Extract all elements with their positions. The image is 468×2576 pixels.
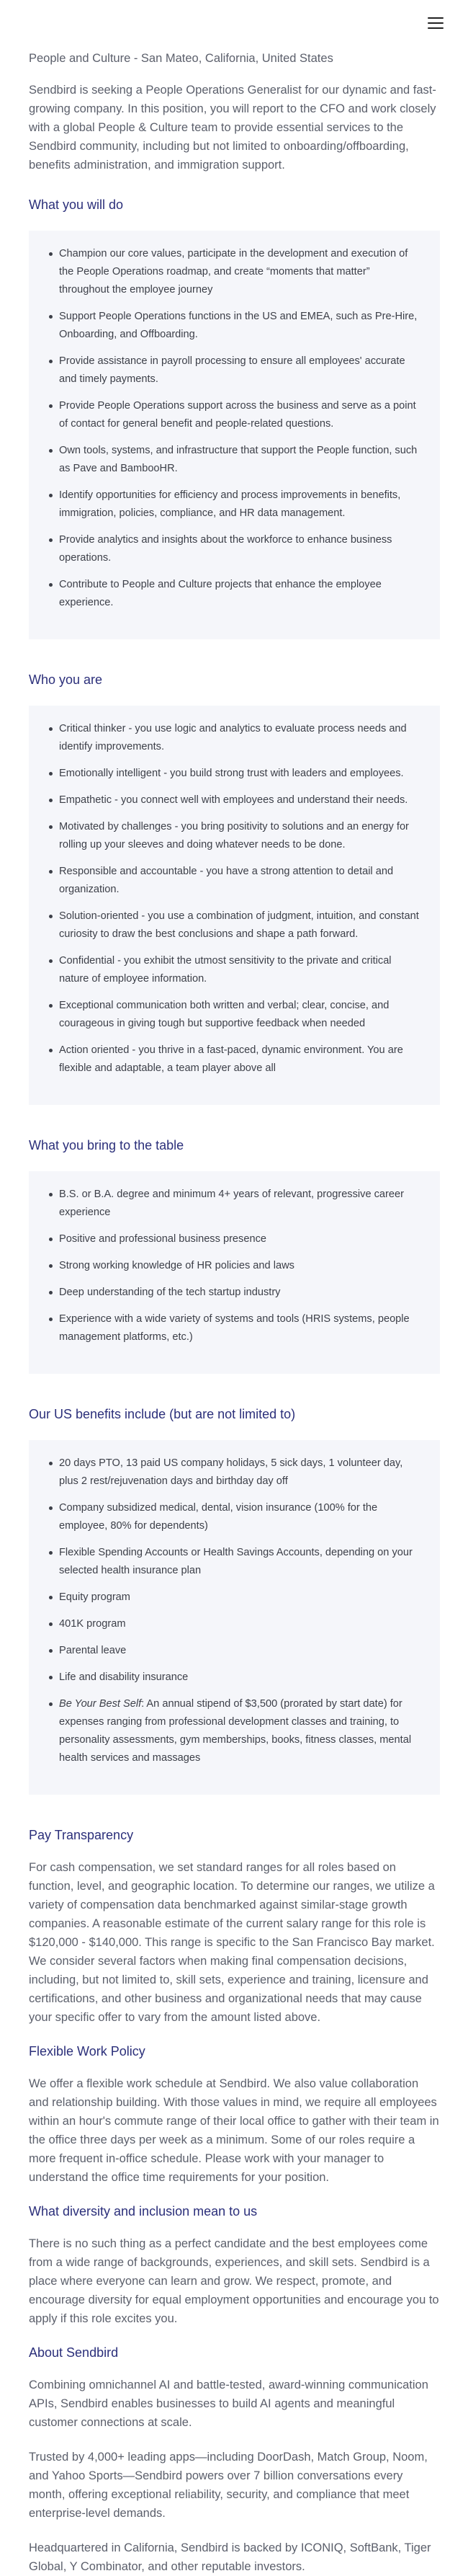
list-item: Flexible Spending Accounts or Health Savings Accounts, depending on your selected health insurance plan (49, 1544, 420, 1580)
list-item: 401K program (49, 1615, 420, 1633)
list-item: Experience with a wide variety of systems and tools (HRIS systems, people management platforms, etc.) (49, 1310, 420, 1346)
list-item: Deep understanding of the tech startup industry (49, 1284, 420, 1302)
about-paragraph: Combining omnichannel AI and battle-tested, award-winning communication APIs, Sendbird enables businesses to build AI agents and meaningful customer connections at scale. (29, 2379, 428, 2429)
section-title-who-you-are: Who you are (29, 672, 103, 687)
list-item: Motivated by challenges - you bring positivity to solutions and an energy for rolling up your sleeves and doing whatever needs to be done. (49, 818, 420, 854)
list-item: Positive and professional business presence (49, 1230, 420, 1248)
section-title-diversity: What diversity and inclusion mean to us (29, 2204, 258, 2219)
section-title-flexible-work: Flexible Work Policy (29, 2044, 145, 2058)
section-title-what-you-will-do: What you will do (29, 197, 124, 212)
list-item: Support People Operations functions in the US and EMEA, such as Pre-Hire, Onboarding, and Offboarding. (49, 308, 420, 344)
list-item: Strong working knowledge of HR policies and laws (49, 1257, 420, 1275)
pay-transparency-text: For cash compensation, we set standard ranges for all roles based on function, level, and geographic location. To determine our ranges, we utilize a variety of compensation data benchmarked against similar-stage growth companies. A reasonable estimate of the current salary range for this role is $120,000 - $140,000. This range is specific to the San Francisco Bay market. We consider several factors when making final compensation decisions, including, but not limited to, skill sets, experience and training, licensure and certifications, and other business and organizational needs that may cause your specific offer to vary from the amount listed above. (29, 1861, 435, 2024)
list-item: Emotionally intelligent - you build strong trust with leaders and employees. (49, 765, 420, 783)
list-item: Identify opportunities for efficiency and process improvements in benefits, immigration, policies, compliance, and HR data management. (49, 487, 420, 523)
hamburger-menu-icon[interactable] (428, 17, 444, 29)
list-item: Parental leave (49, 1642, 420, 1660)
list-item: Confidential - you exhibit the utmost sensitivity to the private and critical nature of employee information. (49, 952, 420, 988)
job-description (0, 50, 468, 2576)
menu-line (428, 22, 444, 24)
what-you-will-do-card (29, 231, 440, 639)
about-paragraph: Headquartered in California, Sendbird is backed by ICONIQ, SoftBank, Tiger Global, Y Combinator, and other reputable investors. (29, 2541, 431, 2573)
responsibilities-list (49, 245, 420, 612)
section-title-benefits: Our US benefits include (but are not limited to) (29, 1407, 296, 1421)
list-item (49, 1695, 420, 1767)
requirements-list (49, 1186, 420, 1346)
list-item: Responsible and accountable - you have a strong attention to detail and organization. (49, 863, 420, 899)
section-title-what-you-bring: What you bring to the table (29, 1138, 184, 1152)
list-item: B.S. or B.A. degree and minimum 4+ years of relevant, progressive career experience (49, 1186, 420, 1222)
list-item: Critical thinker - you use logic and analytics to evaluate process needs and identify improvements. (49, 720, 420, 756)
list-item: Solution-oriented - you use a combination of judgment, intuition, and constant curiosity to draw the best conclusions and shape a path forward. (49, 907, 420, 943)
benefits-card (29, 1440, 440, 1795)
job-intro: Sendbird is seeking a People Operations Generalist for our dynamic and fast-growing company. In this position, you will report to the CFO and work closely with a global People & Culture team to provide essential services to the Sendbird community, including but not limited to onboarding/offboarding, benefits administration, and immigration support. (29, 84, 436, 172)
menu-line (428, 17, 444, 19)
list-item: Provide assistance in payroll processing to ensure all employees' accurate and timely payments. (49, 352, 420, 388)
list-item: Equity program (49, 1589, 420, 1607)
list-item: Company subsidized medical, dental, vision insurance (100% for the employee, 80% for dependents) (49, 1499, 420, 1535)
list-item: Champion our core values, participate in the development and execution of the People Operations roadmap, and create “moments that matter” throughout the employee journey (49, 245, 420, 299)
diversity-text: There is no such thing as a perfect candidate and the best employees come from a wide range of backgrounds, experiences, and skill sets. Sendbird is a place where everyone can learn and grow. We respect, promote, and encourage diversity for equal employment opportunities and encourage you to apply if this role excites you. (29, 2237, 439, 2325)
who-you-are-card (29, 706, 440, 1105)
benefit-emphasis: Be Your Best Self (59, 1698, 142, 1710)
list-item: Empathetic - you connect well with employees and understand their needs. (49, 791, 420, 809)
list-item: Provide People Operations support across the business and serve as a point of contact for general benefit and people-related questions. (49, 397, 420, 433)
flexible-work-text: We offer a flexible work schedule at Sendbird. We also value collaboration and relationship building. With those values in mind, we require all employees within an hour's commute range of their local office to gather with their team in the office three days per week as a minimum. Some of our roles require a more frequent in-office schedule. Please work with your manager to understand the office time requirements for your position. (29, 2077, 439, 2184)
list-item: Exceptional communication both written and verbal; clear, concise, and courageous in giving tough but supportive feedback when needed (49, 997, 420, 1033)
list-item: Contribute to People and Culture projects that enhance the employee experience. (49, 576, 420, 612)
about-paragraph: Trusted by 4,000+ leading apps—including DoorDash, Match Group, Noom, and Yahoo Sports—Sendbird powers over 7 billion conversations every month, offering exceptional reliability, security, and compliance that meet enterprise-level demands. (29, 2451, 428, 2520)
list-item: Action oriented - you thrive in a fast-paced, dynamic environment. You are flexible and adaptable, a team player above all (49, 1041, 420, 1078)
section-title-pay-transparency: Pay Transparency (29, 1828, 134, 1842)
what-you-bring-card (29, 1171, 440, 1374)
benefit-description: : An annual stipend of $3,500 (prorated by start date) for expenses ranging from professional development classes and training, to personality assessments, gym memberships, books, fitness classes, mental health services and massages (59, 1698, 412, 1764)
benefits-list (49, 1454, 420, 1767)
section-title-about: About Sendbird (29, 2345, 119, 2360)
list-item: Provide analytics and insights about the workforce to enhance business operations. (49, 531, 420, 567)
top-bar (0, 0, 468, 50)
job-location: People and Culture - San Mateo, California, United States (29, 52, 333, 65)
menu-line (428, 27, 444, 29)
list-item: Life and disability insurance (49, 1669, 420, 1687)
traits-list (49, 720, 420, 1078)
list-item: 20 days PTO, 13 paid US company holidays, 5 sick days, 1 volunteer day, plus 2 rest/rejuvenation days and birthday day off (49, 1454, 420, 1491)
list-item: Own tools, systems, and infrastructure that support the People function, such as Pave and BambooHR. (49, 442, 420, 478)
